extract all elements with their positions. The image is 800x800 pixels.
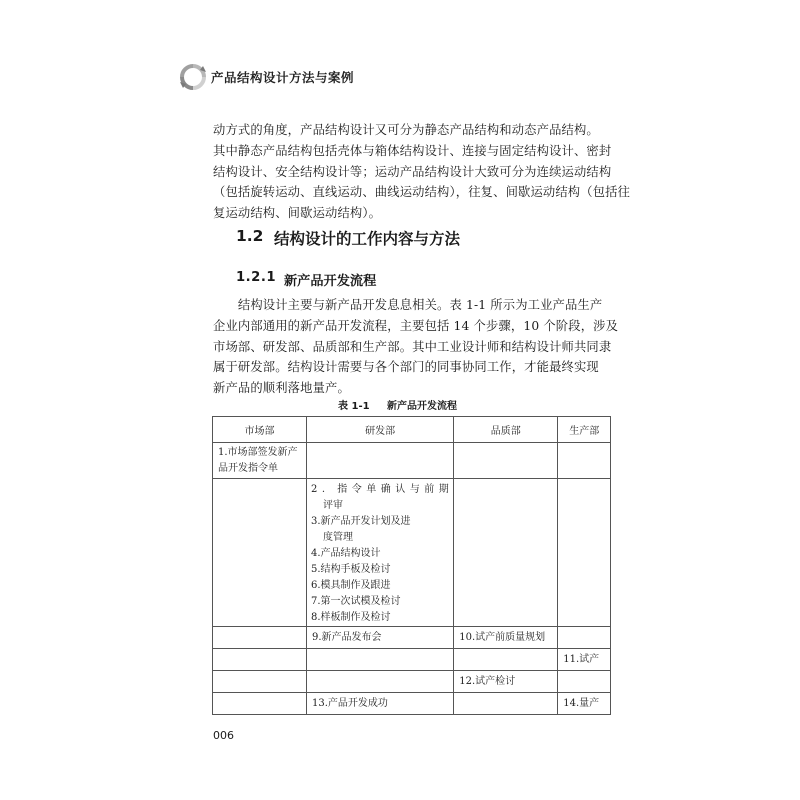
table-row: [213, 649, 611, 671]
text-line: 复运动结构、间歇运动结构）。: [213, 206, 382, 221]
subsection-number: 1.2.1: [236, 270, 277, 285]
product-development-flow-table: [212, 416, 611, 715]
header-quality: 品质部: [454, 417, 558, 443]
table-caption-number: 表 1-1: [338, 401, 370, 412]
cell-prod-step11: 11.试产: [558, 649, 611, 671]
header-rd: 研发部: [307, 417, 454, 443]
cell-qa-step10: 10.试产前质量规划: [454, 627, 558, 649]
table-row: [213, 479, 611, 627]
empty-cell: [454, 649, 558, 671]
empty-cell: [213, 693, 307, 715]
empty-cell: [213, 627, 307, 649]
cell-line: 1.市场部签发新产: [218, 447, 298, 458]
table-row: [213, 671, 611, 693]
empty-cell: [454, 693, 558, 715]
text-line: 其中静态产品结构包括壳体与箱体结构设计、连接与固定结构设计、密封: [213, 143, 612, 158]
cell-rd-step9: 9.新产品发布会: [307, 627, 454, 649]
page-number: 006: [213, 729, 234, 742]
table-header-row: [213, 417, 611, 443]
table-row: [213, 627, 611, 649]
empty-cell: [307, 671, 454, 693]
header-production: 生产部: [558, 417, 611, 443]
empty-cell: [454, 479, 558, 627]
text-line: 动方式的角度，产品结构设计又可分为静态产品结构和动态产品结构。: [213, 123, 599, 137]
cell-line: 4.产品结构设计: [311, 548, 381, 559]
cell-rd-step13: 13.产品开发成功: [307, 693, 454, 715]
cell-line: 5.结构手板及检讨: [311, 564, 391, 575]
paragraph-continued: [213, 120, 631, 224]
cell-qa-step12: 12.试产检讨: [454, 671, 558, 693]
text-line: 结构设计、安全结构设计等；运动产品结构设计大致可分为连续运动结构: [213, 164, 612, 179]
empty-cell: [558, 627, 611, 649]
empty-cell: [213, 479, 307, 627]
subsection-heading: [236, 270, 376, 289]
table-caption-title: 新产品开发流程: [387, 401, 458, 412]
text-line: 结构设计主要与新产品开发息息相关。表 1-1 所示为工业产品生产: [213, 298, 603, 312]
section-title: 结构设计的工作内容与方法: [274, 230, 461, 248]
cell-line: 3.新产品开发计划及进: [311, 516, 411, 527]
cell-line: 6.模具制作及跟进: [311, 580, 391, 591]
running-header-title: 产品结构设计方法与案例: [211, 70, 355, 85]
header-market: 市场部: [213, 417, 307, 443]
table-row: [213, 443, 611, 479]
text-line: （包括旋转运动、直线运动、曲线运动结构），往复、间歇运动结构（包括往: [213, 185, 631, 200]
section-heading: [236, 227, 460, 249]
cell-line: 品开发指令单: [218, 463, 278, 474]
recycle-arrows-icon: [178, 62, 208, 92]
subsection-title: 新产品开发流程: [284, 274, 377, 289]
empty-cell: [454, 443, 558, 479]
section-number: 1.2: [236, 227, 264, 245]
text-line: 新产品的顺利落地量产。: [213, 381, 350, 396]
cell-line: 度管理: [323, 532, 353, 543]
cell-market-step1: [213, 443, 307, 479]
empty-cell: [558, 443, 611, 479]
cell-prod-step14: 14.量产: [558, 693, 611, 715]
empty-cell: [558, 479, 611, 627]
cell-line: 评审: [323, 500, 343, 511]
text-line: 市场部、研发部、品质部和生产部。其中工业设计师和结构设计师共同隶: [213, 339, 612, 354]
empty-cell: [307, 649, 454, 671]
text-line: 企业内部通用的新产品开发流程，主要包括 14 个步骤，10 个阶段，涉及: [213, 318, 619, 333]
empty-cell: [213, 649, 307, 671]
empty-cell: [213, 671, 307, 693]
running-header: [178, 62, 354, 92]
cell-line: 7.第一次试模及检讨: [311, 596, 401, 607]
cell-line: 8.样板制作及检讨: [311, 612, 391, 623]
text-line: 属于研发部。结构设计需要与各个部门的同事协同工作，才能最终实现: [213, 360, 599, 375]
table-row: [213, 693, 611, 715]
table-caption: [338, 397, 457, 412]
empty-cell: [558, 671, 611, 693]
cell-rd-steps: [307, 479, 454, 627]
cell-line: 2. 指令单确认与前期: [311, 484, 454, 495]
paragraph-intro: [213, 295, 619, 399]
empty-cell: [307, 443, 454, 479]
